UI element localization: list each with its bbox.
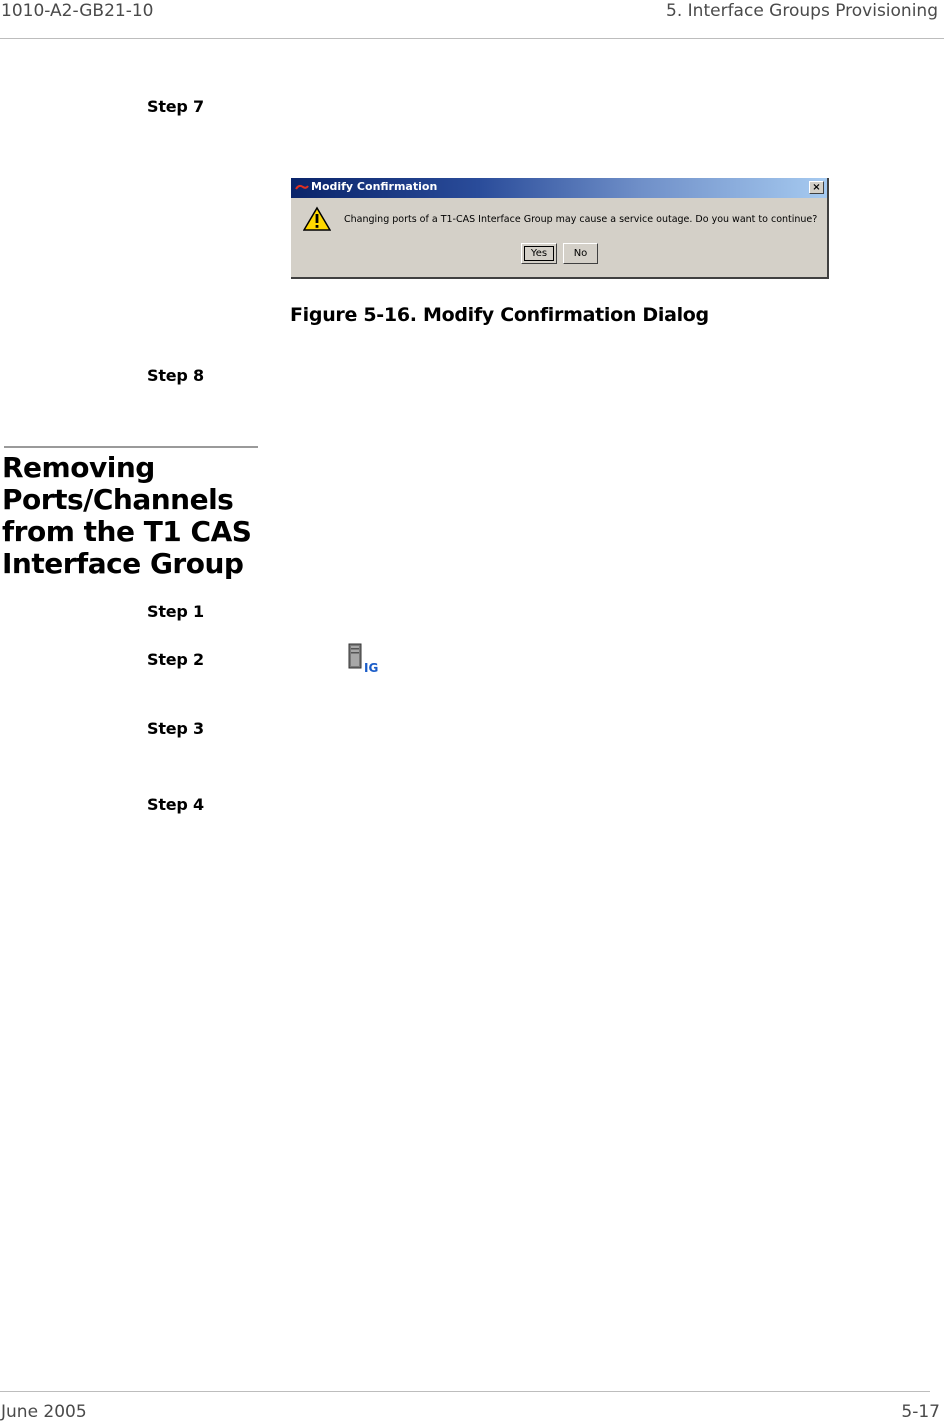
- close-icon[interactable]: ×: [809, 181, 824, 194]
- step-7-label: Step 7: [147, 97, 204, 116]
- no-button[interactable]: No: [563, 243, 598, 264]
- dialog-message: Changing ports of a T1-CAS Interface Group may cause a service outage. Do you want to continue?: [344, 214, 818, 225]
- publication-date: June 2005: [1, 1402, 87, 1422]
- step-3-label: Step 3: [147, 719, 204, 738]
- section-heading-line: Ports/Channels: [2, 483, 234, 516]
- section-heading-line: Interface Group: [2, 547, 244, 580]
- header-divider: [0, 38, 944, 39]
- chapter-title: 5. Interface Groups Provisioning: [666, 1, 938, 21]
- app-icon: [295, 183, 309, 193]
- warning-icon: [303, 206, 331, 232]
- step-1-label: Step 1: [147, 602, 204, 621]
- section-divider: [4, 446, 258, 448]
- figure-caption: Figure 5-16. Modify Confirmation Dialog: [290, 304, 709, 326]
- footer-divider: [0, 1391, 930, 1392]
- interface-group-icon-label: IG: [364, 661, 379, 674]
- step-2-label: Step 2: [147, 650, 204, 669]
- page-number: 5-17: [901, 1402, 940, 1422]
- yes-button[interactable]: Yes: [521, 243, 557, 264]
- dialog-titlebar: [291, 178, 827, 198]
- modify-confirmation-dialog: [291, 178, 829, 279]
- section-heading: [2, 452, 262, 580]
- section-heading-line: Removing: [2, 451, 155, 484]
- interface-group-icon: [347, 642, 385, 674]
- step-4-label: Step 4: [147, 795, 204, 814]
- section-heading-line: from the T1 CAS: [2, 515, 252, 548]
- step-8-label: Step 8: [147, 366, 204, 385]
- dialog-title: Modify Confirmation: [311, 180, 438, 193]
- document-number: 1010-A2-GB21-10: [1, 1, 154, 21]
